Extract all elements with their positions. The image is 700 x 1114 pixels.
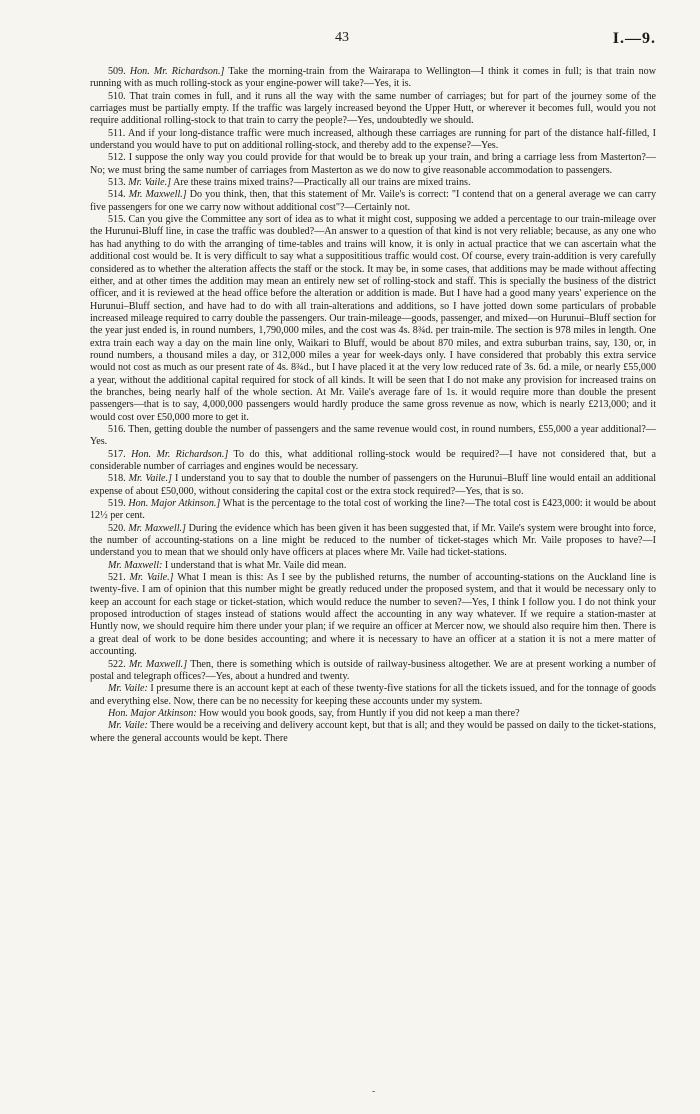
speaker-name: Hon. Mr. Richardson.] [131, 448, 229, 460]
paragraph-text: Can you give the Committee any sort of idea as to what it might cost, supposing we added a percentage to our train-mileage over the Hurunui-Bluff line, in case the traffic was doubled?—An answer to a question of that kind is not very reliable; because, as any one who has had anything to do with the arranging of time-tables and trains will know, it is only in actual practice that we can ascertain what the additional cost would be. It is very difficult to say what a supposititious traffic would cost. Of course, every train-addition is very carefully considered as to whether the alteration affects the staff or the stock. It may be, in some cases, that additions may be made without affecting either, and at other times the addition may mean an entirely new set of rolling-stock and staff. This is specially the business of the district officer, and it is reviewed at the head office before the alteration or addition is made. But I have had a good many years' experience on the Hurunui–Bluff section, and have had to do with all train-alterations and additions, so I have jotted down some particulars of probable increased mileage required to carry double the passengers. Our train-mileage—goods, passenger, and mixed—on Hurunui–Bluff section for the year just ended is, in round numbers, 1,790,000 miles, and the cost was 4s. 8¾d. per train-mile. The section is 978 miles in length. One extra train each way a day on the main line only, Waikari to Bluff, would be about 870 miles, and extra suburban trains, say, 130, or, in round numbers, a thousand miles a day, or 312,000 miles a year for week-days only. I have considered that probably this extra service would not cost as much as our present rate of 4s. 8¾d., but I have placed it at the very low reduced rate of 3s. 6d. a mile, or nearly £55,000 a year, without the additional capital required for stock of all kinds. It will be seen that I do not make any provision for increased trains on the branches, being nearly half of the whole section. At Mr. Vaile's average fare of 1s. it would require more than double the present passengers—that is to say, 4,000,000 passengers would hardly produce the same gross revenue as now, which is nearly £213,000; and it would cost over £50,000 more to get it. [90, 214, 657, 423]
question-number: 509. [108, 66, 126, 77]
document-reference: I.—9. [612, 30, 656, 47]
evidence-paragraph [90, 91, 656, 128]
question-number: 512. [108, 152, 126, 164]
paragraph-text: What I mean is this: As I see by the published returns, the number of accounting-stations on the Auckland line is twenty-five. I am of opinion that this number might be greatly reduced under the proposed system, and that it would be necessary only to keep an account for each stage or ticket-station, which would reduce the number to seven?—Yes, I think I follow you. I do not think your proposed introduction of stages instead of stations would affect the accounting in any way whatever. If we require a station-master at Huntly now, we should require him there under your plan; if we require an officer at Mercer now, we should also require him then. There is a great deal of work to be done besides accounting; and where it is necessary to have an officer at a station it is not a mere matter of accounting. [90, 572, 657, 658]
speaker-name: Mr. Vaile.] [128, 473, 172, 485]
evidence-paragraph [90, 720, 656, 745]
page-mark: - [372, 1086, 376, 1097]
paragraph-text: Are these trains mixed trains?—Practically all our trains are mixed trains. [171, 177, 471, 189]
evidence-paragraph [90, 177, 656, 189]
question-number: 522. [108, 658, 126, 670]
question-number: 511. [108, 127, 126, 139]
speaker-name: Mr. Vaile.] [129, 572, 174, 584]
question-number: 518. [108, 473, 126, 485]
paragraph-text: Take the morning-train from the Wairarapa to Wellington—I think it comes in full; is that train now running with as much rolling-stock as your engine-power will take?—Yes, it is. [90, 66, 656, 90]
paragraph-text: During the evidence which has been given it has been suggested that, if Mr. Vaile's system were brought into force, the number of accounting-stations on a line might be reduced to the number of ticket-stages which Mr. Vaile proposes to have?—I understand you to mean that we should only have officers at places where Mr. Vaile had ticket-stations. [90, 522, 656, 559]
evidence-paragraph [90, 498, 656, 523]
evidence-paragraph [90, 214, 656, 424]
evidence-paragraph [90, 683, 656, 708]
question-number: 515. [108, 214, 126, 226]
evidence-paragraph [90, 473, 656, 498]
question-number: 514. [108, 189, 126, 201]
evidence-paragraph [90, 572, 656, 658]
question-number: 521. [108, 572, 126, 584]
paragraph-text: How would you book goods, say, from Huntly if you did not keep a man there? [196, 707, 520, 719]
evidence-paragraph [90, 708, 656, 720]
paragraph-text: Then, getting double the number of passengers and the same revenue would cost, in round numbers, £55,000 a year additional?—Yes. [90, 423, 656, 448]
question-number: 520. [108, 522, 126, 534]
question-number: 513. [108, 177, 126, 189]
evidence-paragraph [90, 66, 656, 91]
paragraph-text: And if your long-distance traffic were much increased, although these carriages are running for part of the distance half-filled, I understand you would have to put on additional rolling-stock, and thereby add to the expense?—Yes. [90, 127, 657, 152]
question-number: 516. [108, 423, 126, 435]
speaker-name: Hon. Major Atkinson.] [128, 498, 221, 510]
question-number: 510. [108, 90, 126, 102]
paragraph-text: There would be a receiving and delivery account kept, but that is all; and they would be passed on daily to the ticket-stations, where the general accounts would be kept. There [90, 720, 656, 744]
paragraph-text: Then, there is something which is outside of railway-business altogether. We are at present working a number of postal and telegraph offices?—Yes, about a hundred and twenty. [90, 658, 656, 682]
speaker-name: Mr. Maxwell.] [128, 522, 186, 534]
evidence-text [90, 66, 656, 745]
evidence-paragraph [90, 152, 656, 177]
paragraph-text: That train comes in full, and it runs all the way with the same number of carriages; but for part of the journey some of the carriages must be partially empty. If the traffic was largely increased beyond the Upper Hutt, or wherever it becomes full, would you not require additional rolling-stock to that train to carry the people?—Yes, undoubtedly we should. [90, 90, 657, 127]
evidence-paragraph [90, 424, 656, 449]
paragraph-text: Do you think, then, that this statement of Mr. Vaile's is correct: "I contend that on a general average we can carry five passengers for one we carry now without additional cost"?—Certainly not. [90, 189, 656, 213]
evidence-paragraph [90, 449, 656, 474]
question-number: 517. [108, 448, 126, 460]
paragraph-text: To do this, what additional rolling-stock would be required?—I have not considered that, but a considerable number of carriages and engines would be necessary. [90, 448, 657, 472]
evidence-paragraph [90, 523, 656, 560]
evidence-paragraph [90, 128, 656, 153]
page-header [90, 30, 656, 66]
speaker-name: Mr. Vaile: [108, 720, 148, 732]
speaker-name: Mr. Maxwell.] [128, 189, 187, 201]
speaker-name: Mr. Maxwell: [108, 559, 163, 571]
paragraph-text: I suppose the only way you could provide for that would be to break up your train, and bring a carriage less from Masterton?—No; we must bring the same number of carriages from Masterton as we do now to give reasonable accommodation to passengers. [90, 152, 656, 176]
evidence-paragraph [90, 560, 656, 572]
paragraph-text: What is the percentage to the total cost of working the line?—The total cost is £423,000: it would be about 12½ per cent. [90, 498, 657, 522]
evidence-paragraph [90, 659, 656, 684]
page-number: 43 [335, 30, 349, 45]
paragraph-text: I understand that is what Mr. Vaile did mean. [162, 559, 347, 571]
question-number: 519. [108, 498, 126, 510]
paragraph-text: I presume there is an account kept at each of these twenty-five stations for all the tickets issued, and for the tonnage of goods and everything else. Now, there can be no necessity for keeping these accounts under my system. [90, 683, 656, 707]
speaker-name: Mr. Maxwell.] [128, 658, 188, 670]
speaker-name: Hon. Major Atkinson: [108, 707, 197, 719]
speaker-name: Mr. Vaile.] [128, 177, 172, 189]
evidence-paragraph [90, 189, 656, 214]
paragraph-text: I understand you to say that to double the number of passengers on the Hurunui–Bluff line would entail an additional expense of about £50,000, without considering the capital cost or the extra stock required?—Yes, that is so. [90, 473, 656, 497]
speaker-name: Hon. Mr. Richardson.] [129, 66, 225, 77]
speaker-name: Mr. Vaile: [108, 683, 148, 695]
